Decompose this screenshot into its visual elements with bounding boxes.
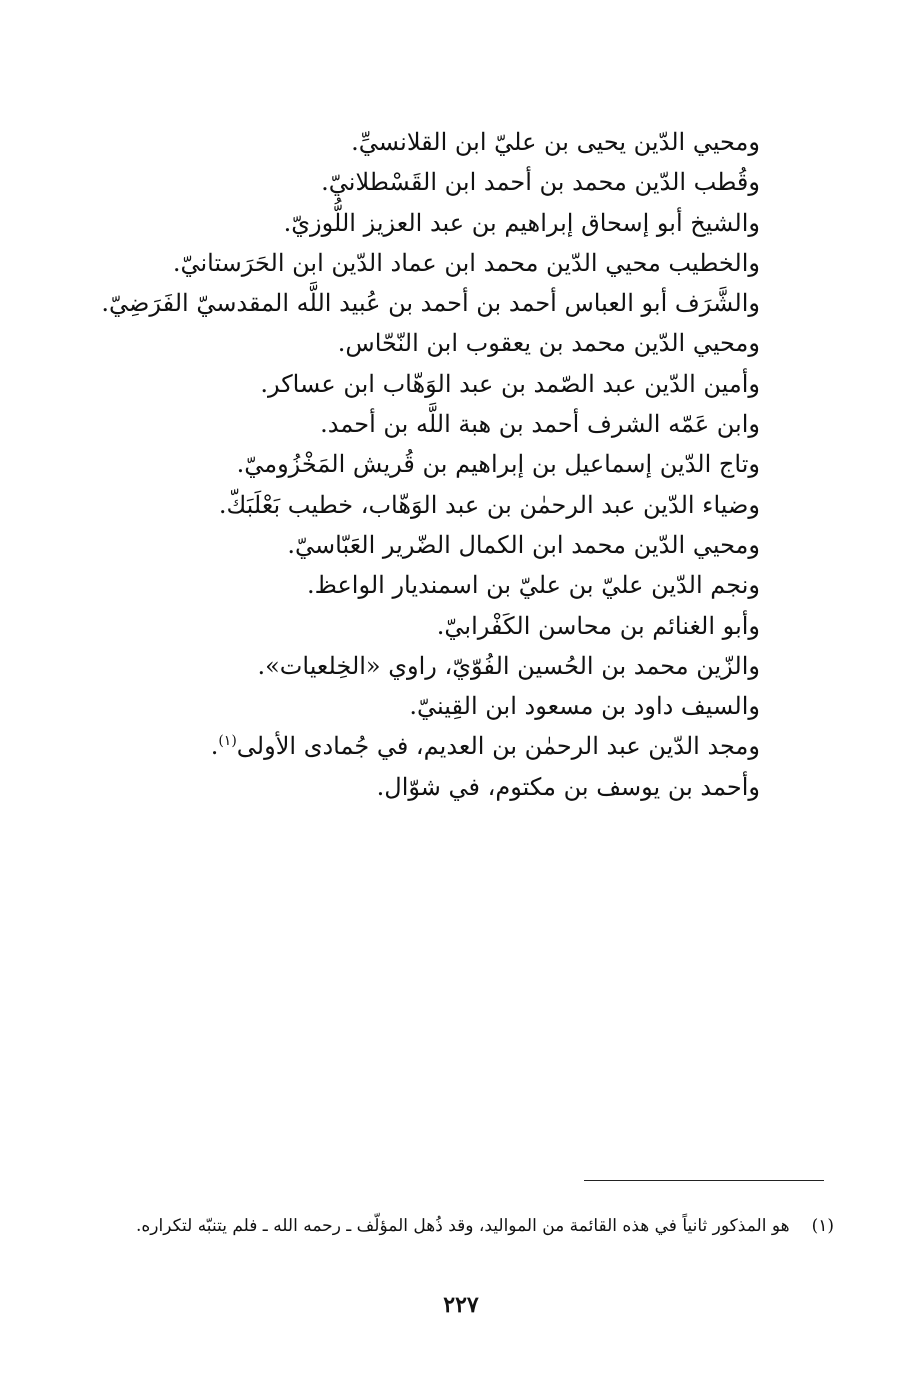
text-line-11: ومحيي الدّين محمد ابن الكمال الضّرير العَبّاسيّ. xyxy=(287,530,760,559)
text-line-5: والشَّرَف أبو العباس أحمد بن أحمد بن عُبيد اللَّه المقدسيّ الفَرَضِيّ. xyxy=(101,289,760,318)
text-line-12: ونجم الدّين عليّ بن عليّ بن اسمنديار الواعظ. xyxy=(307,571,760,600)
text-line-4: والخطيب محيي الدّين محمد ابن عماد الدّين ابن الحَرَستانيّ. xyxy=(172,248,760,277)
text-line-6: ومحيي الدّين محمد بن يعقوب ابن النّحّاس. xyxy=(337,329,760,358)
footnote-text: هو المذكور ثانياً في هذه القائمة من المواليد، وقد ذُهل المؤلّف ـ رحمه الله ـ فلم يتنبّه لتكراره. xyxy=(135,1216,790,1236)
text-line-16-end: . xyxy=(210,732,219,761)
footnote xyxy=(114,1212,834,1240)
text-line-17: وأحمد بن يوسف بن مكتوم، في شوّال. xyxy=(376,772,760,801)
text-line-14: والزّين محمد بن الحُسين الفُوّيّ، راوي «الخِلعيات». xyxy=(257,651,760,680)
text-line-9: وتاج الدّين إسماعيل بن إبراهيم بن قُريش المَخْزُوميّ. xyxy=(236,450,760,479)
text-line-13: وأبو الغنائم بن محاسن الكَفْرابيّ. xyxy=(436,611,760,640)
text-line-3: والشيخ أبو إسحاق إبراهيم بن عبد العزيز اللُّوزيّ. xyxy=(283,208,760,237)
footnote-divider xyxy=(584,1180,824,1181)
text-line-8: وابن عَمّه الشرف أحمد بن هبة اللَّه بن أحمد. xyxy=(320,410,760,439)
text-line-16-main: ومجد الدّين عبد الرحمٰن بن العديم، في جُمادى الأولى xyxy=(236,732,760,761)
text-line-16 xyxy=(120,726,760,766)
text-line-2: وقُطب الدّين محمد بن أحمد ابن القَسْطلانيّ. xyxy=(321,168,760,197)
page-number: ٢٢٧ xyxy=(443,1292,479,1318)
text-line-7: وأمين الدّين عبد الصّمد بن عبد الوَهّاب ابن عساكر. xyxy=(260,369,760,398)
text-line-1: ومحيي الدّين يحيى بن عليّ ابن القلانسيِّ. xyxy=(351,128,760,156)
text-line-15: والسيف داود بن مسعود ابن القِينيّ. xyxy=(409,692,760,721)
main-text-block xyxy=(101,122,760,807)
text-line-10: وضياء الدّين عبد الرحمٰن بن عبد الوَهّاب، خطيب بَعْلَبَكّ. xyxy=(218,490,760,519)
footnote-reference: (١) xyxy=(218,733,237,750)
footnote-marker: (١) xyxy=(811,1216,834,1236)
